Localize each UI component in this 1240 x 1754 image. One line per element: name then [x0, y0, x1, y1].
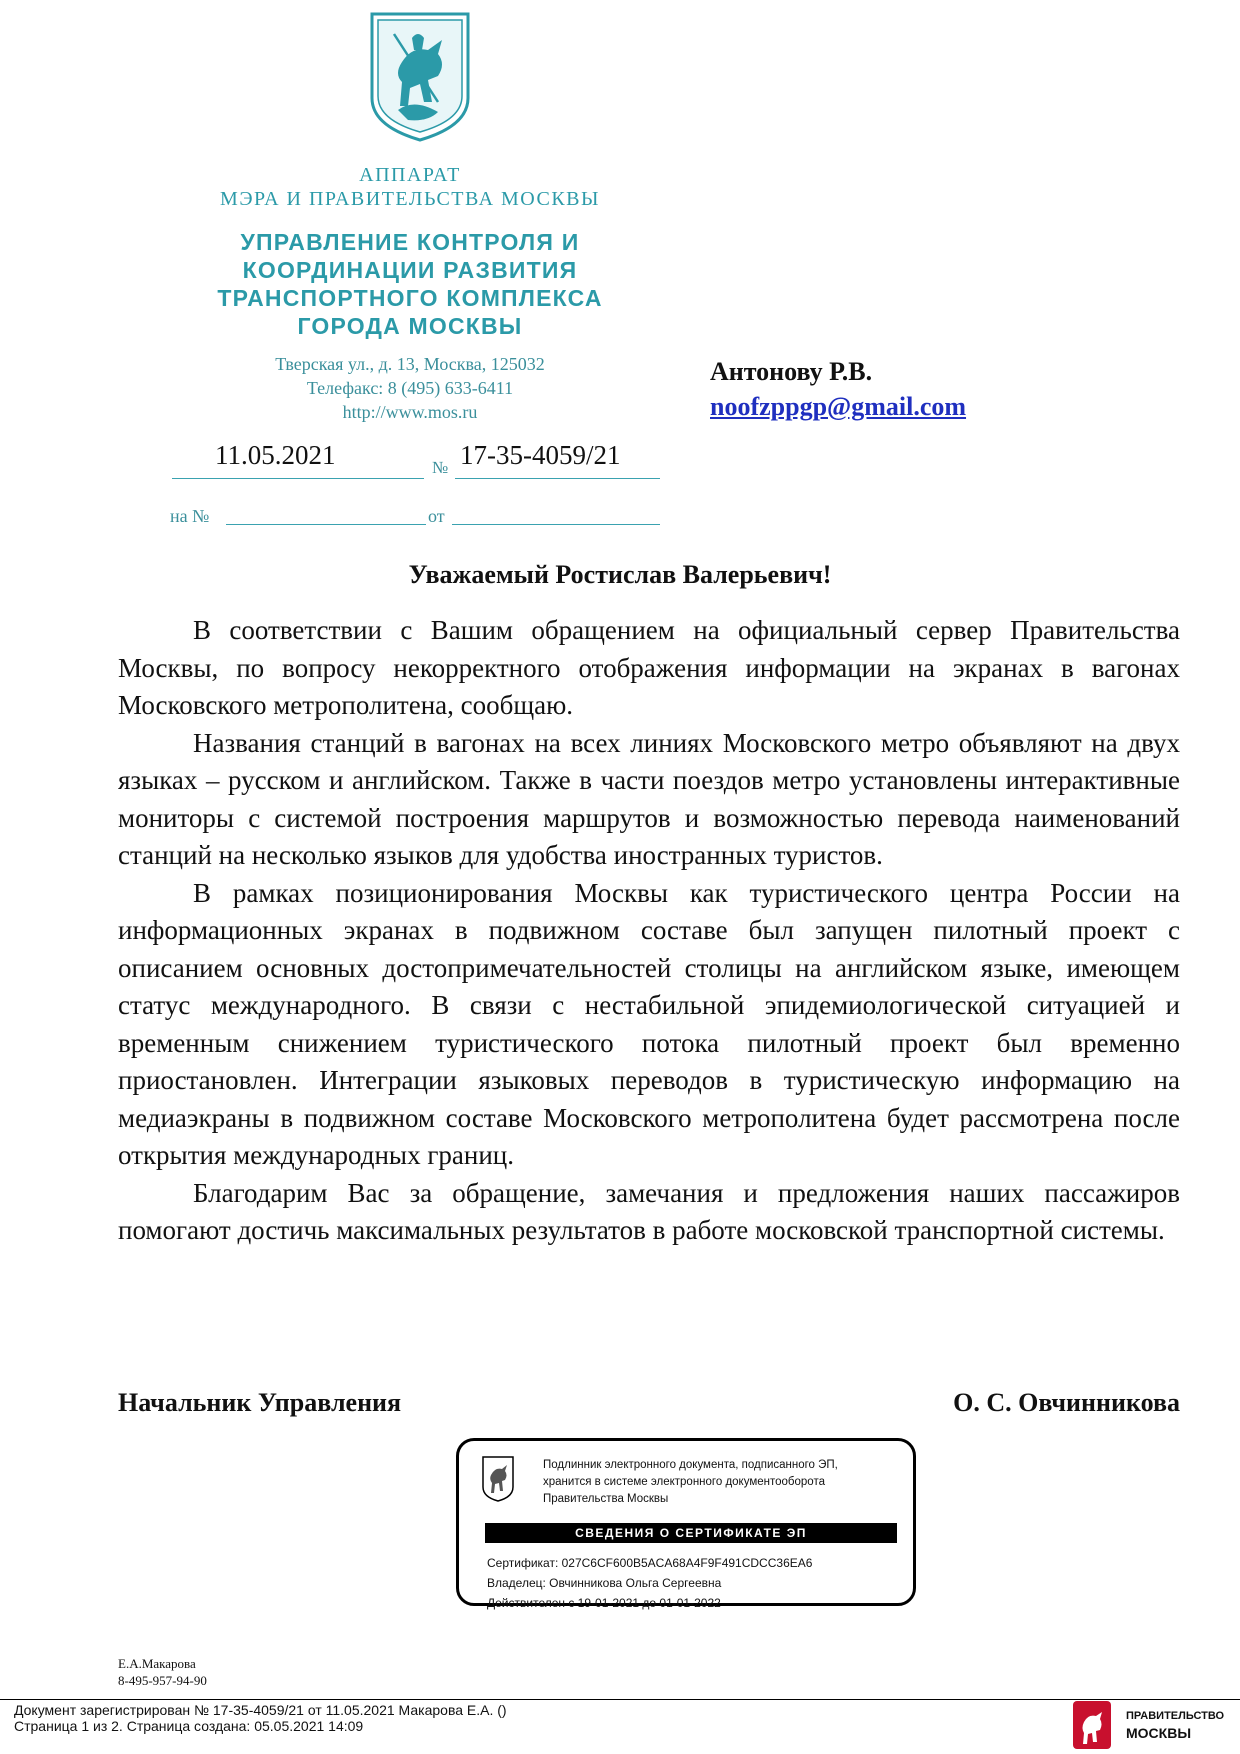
footer-registration-info [14, 1702, 507, 1734]
footer-line: Страница 1 из 2. Страница создана: 05.05.2021 14:09 [14, 1718, 364, 1734]
footer-brand [1126, 1708, 1224, 1742]
registration-date: 11.05.2021 [215, 440, 336, 470]
footer-line: Документ зарегистрирован № 17-35-4059/21 от 11.05.2021 Макарова Е.А. () [14, 1702, 507, 1718]
certificate-owner: Владелец: Овчинникова Ольга Сергеевна [487, 1576, 722, 1590]
electronic-signature-stamp [456, 1438, 916, 1610]
address: Тверская ул., д. 13, Москва, 125032 [275, 354, 545, 374]
paragraph: Названия станций в вагонах на всех линиях Московского метро объявляют на двух языках – русском и английском. Также в части поездов метро установлены интерактивные мониторы с системой построения маршрутов и возможностью перевода наименований станций на несколько языков для удобства иностранных туристов. [118, 727, 1180, 870]
department-line: УПРАВЛЕНИЕ КОНТРОЛЯ И [240, 229, 580, 255]
footer-brand-bottom: МОСКВЫ [1126, 1725, 1192, 1741]
reference-number-underline [226, 524, 426, 525]
certificate-number: Сертификат: 027C6CF600B5ACA68A4F9F491CDCC36EA6 [487, 1556, 813, 1570]
letter-body [118, 612, 1180, 1250]
number-sign: № [432, 458, 449, 477]
footer-divider [0, 1699, 1240, 1700]
paragraph: В рамках позиционирования Москвы как туристического центра России на информационных экранах в подвижном составе был запущен пилотный проект с описанием основных достопримечательностей столицы на английском языке, имеющем статус международного. В связи с нестабильной эпидемиологической ситуацией и временным снижением туристического потока пилотный проект был временно приостановлен. Интеграции языковых переводов в туристическую информацию на медиаэкраны в подвижном составе Московского метрополитена будет рассмотрена после открытия международных границ. [118, 877, 1180, 1170]
stamp-header-line: Подлинник электронного документа, подписанного ЭП, [543, 1459, 838, 1471]
signatory-name: О. С. Овчинникова [953, 1388, 1180, 1417]
department-line: КООРДИНАЦИИ РАЗВИТИЯ [242, 257, 578, 283]
stamp-certificate-title: СВЕДЕНИЯ О СЕРТИФИКАТЕ ЭП [485, 1523, 897, 1543]
executor-name: Е.А.Макарова [118, 1656, 196, 1671]
stamp-header [543, 1457, 903, 1508]
stamp-certificate-details [487, 1553, 907, 1613]
moscow-coat-of-arms-icon [481, 1455, 515, 1503]
department-line: ГОРОДА МОСКВЫ [297, 313, 523, 339]
stamp-header-line: Правительства Москвы [543, 1493, 669, 1505]
registration-number: 17-35-4059/21 [460, 440, 621, 470]
organization-contacts [160, 352, 660, 424]
addressee-name: Антонову Р.В. [710, 357, 873, 386]
moscow-government-logo-icon [1072, 1700, 1112, 1750]
signatory-position: Начальник Управления [118, 1388, 402, 1417]
paragraph: Благодарим Вас за обращение, замечания и предложения наших пассажиров помогают достичь максимальных результатов в работе московской транспортной системы. [118, 1177, 1180, 1245]
department-line: ТРАНСПОРТНОГО КОМПЛЕКСА [217, 285, 603, 311]
certificate-validity: Действителен с 19-01-2021 до 01-01-2022 [487, 1596, 721, 1610]
footer-brand-top: ПРАВИТЕЛЬСТВО [1126, 1710, 1225, 1722]
greeting: Уважаемый Ростислав Валерьевич! [408, 560, 832, 589]
department-name [160, 228, 660, 340]
apparat-title: АППАРАТ МЭРА И ПРАВИТЕЛЬСТВА МОСКВЫ [220, 164, 600, 210]
paragraph: В соответствии с Вашим обращением на официальный сервер Правительства Москвы, по вопросу некорректного отображения информации на экранах в вагонах Московского метрополитена, сообщаю. [118, 615, 1180, 720]
addressee-email-link[interactable]: noofzppgp@gmail.com [710, 392, 967, 421]
reference-from-underline [452, 524, 660, 525]
number-underline [455, 478, 660, 479]
executor-info [118, 1655, 207, 1689]
phone: Телефакс: 8 (495) 633-6411 [306, 378, 514, 398]
reference-number-label: на № [170, 506, 210, 526]
website: http://www.mos.ru [342, 402, 478, 422]
moscow-coat-of-arms-icon [368, 10, 472, 144]
reference-from-label: от [428, 506, 445, 526]
date-underline [172, 478, 424, 479]
executor-phone: 8-495-957-94-90 [118, 1673, 207, 1688]
stamp-header-line: хранится в системе электронного документооборота [543, 1476, 825, 1488]
